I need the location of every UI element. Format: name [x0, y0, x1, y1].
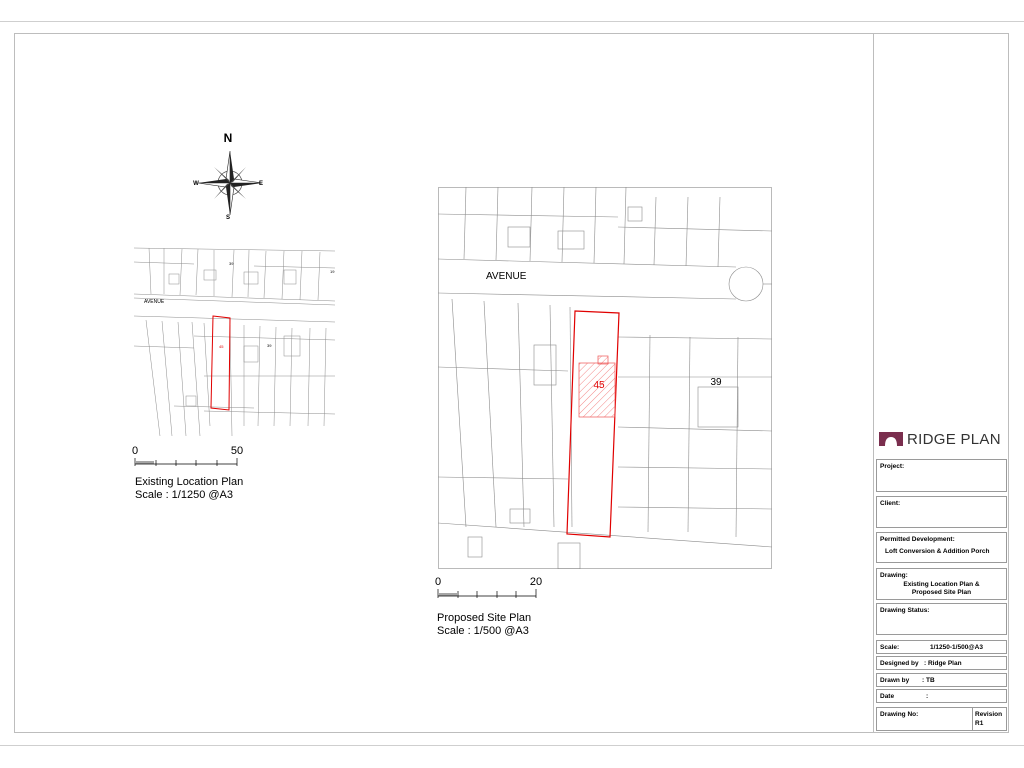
title-block-divider	[873, 33, 874, 733]
compass-west-label: W	[193, 181, 199, 187]
site-plan-map	[438, 187, 772, 569]
status-label: Drawing Status:	[880, 607, 930, 614]
compass-star-icon	[198, 151, 262, 215]
date-value: :	[926, 693, 929, 700]
compass-south-label: S	[225, 215, 231, 221]
compass-north-label: N	[223, 131, 233, 145]
status-box	[876, 603, 1007, 635]
scale-box	[876, 640, 1007, 654]
compass-rose	[185, 128, 275, 223]
revision-label: Revision	[975, 711, 1003, 718]
drawing-label: Drawing:	[880, 572, 908, 579]
drawn-value: : TB	[922, 677, 935, 684]
location-house-number: 45	[219, 344, 224, 349]
designed-label: Designed by	[880, 660, 919, 667]
location-scale-bar	[130, 444, 255, 470]
designed-box	[876, 656, 1007, 670]
development-value: Loft Conversion & Addition Porch	[885, 548, 990, 555]
client-box	[876, 496, 1007, 528]
project-label: Project:	[880, 463, 905, 470]
revision-divider	[972, 708, 973, 730]
drawn-box	[876, 673, 1007, 687]
site-porch-footprint	[598, 356, 608, 364]
sheet-top-line	[0, 21, 1024, 22]
location-number-a: 39	[229, 261, 234, 266]
project-box	[876, 459, 1007, 492]
location-street-label: AVENUE	[144, 299, 165, 305]
location-plan-map	[134, 236, 335, 436]
location-neighbour-number: 39	[267, 343, 272, 348]
ridge-plan-logo-icon	[879, 432, 903, 446]
location-number-b: 19	[330, 269, 335, 274]
scale-label: Scale:	[880, 644, 900, 651]
drawn-label: Drawn by	[880, 677, 910, 684]
scale-value: 1/1250-1/500@A3	[930, 644, 983, 651]
drawing-title-line1: Existing Location Plan &	[903, 581, 980, 588]
drawing-no-box	[876, 707, 1007, 731]
development-box	[876, 532, 1007, 563]
location-scale-end: 50	[230, 445, 244, 457]
location-plan-scale: Scale : 1/1250 @A3	[135, 489, 234, 501]
development-label: Permitted Development:	[880, 536, 955, 543]
location-plan-title: Existing Location Plan	[135, 476, 244, 488]
date-label: Date	[880, 693, 895, 700]
site-street-label: AVENUE	[486, 271, 527, 282]
client-label: Client:	[880, 500, 901, 507]
date-box	[876, 689, 1007, 703]
logo-text: RIDGE PLAN	[907, 431, 1001, 448]
site-house-number: 45	[593, 380, 605, 391]
site-scale-start: 0	[434, 576, 442, 588]
compass-east-label: E	[258, 181, 264, 187]
drawing-box	[876, 568, 1007, 600]
location-scale-start: 0	[131, 445, 139, 457]
site-scale-bar	[432, 574, 557, 602]
site-plan-title: Proposed Site Plan	[437, 612, 532, 624]
site-plan-scale: Scale : 1/500 @A3	[437, 625, 529, 637]
drawing-no-label: Drawing No:	[880, 711, 919, 718]
revision-value: R1	[975, 720, 984, 727]
drawing-title-line2: Proposed Site Plan	[911, 589, 972, 596]
sheet-bottom-line	[0, 745, 1024, 746]
designed-value: : Ridge Plan	[924, 660, 962, 667]
site-neighbour-number: 39	[710, 377, 722, 388]
site-scale-end: 20	[529, 576, 543, 588]
